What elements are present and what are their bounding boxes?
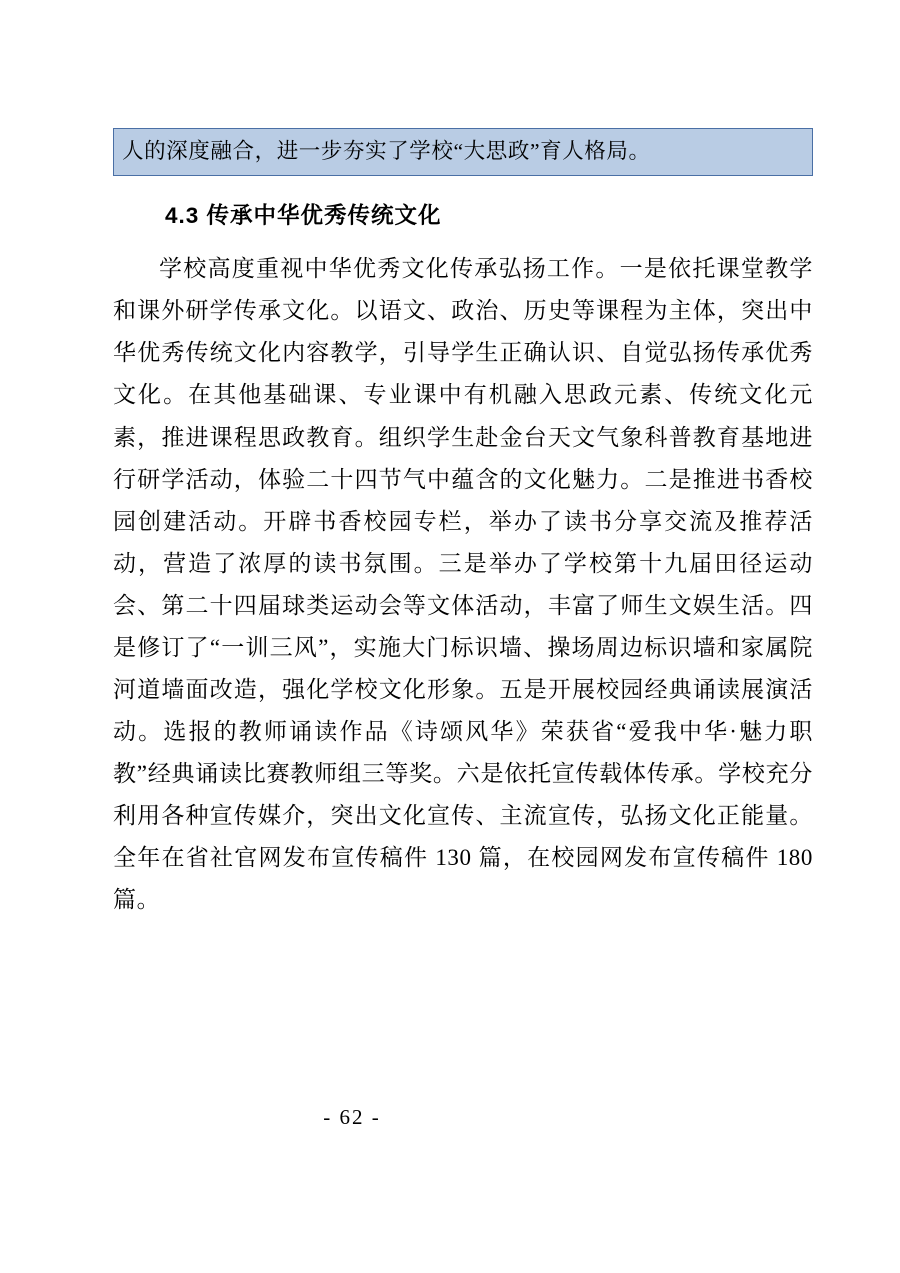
body-paragraph: 学校高度重视中华优秀文化传承弘扬工作。一是依托课堂教学和课外研学传承文化。以语文、政治、历史等课程为主体，突出中华优秀传统文化内容教学，引导学生正确认识、自觉弘扬传承优秀文化。在其他基础课、专业课中有机融入思政元素、传统文化元素，推进课程思政教育。组织学生赴金台天文气象科普教育基地进行研学活动，体验二十四节气中蕴含的文化魅力。二是推进书香校园创建活动。开辟书香校园专栏，举办了读书分享交流及推荐活动，营造了浓厚的读书氛围。三是举办了学校第十九届田径运动会、第二十四届球类运动会等文体活动，丰富了师生文娱生活。四是修订了“一训三风”，实施大门标识墙、操场周边标识墙和家属院河道墙面改造，强化学校文化形象。五是开展校园经典诵读展演活动。选报的教师诵读作品《诗颂风华》荣获省“爱我中华·魅力职教”经典诵读比赛教师组三等奖。六是依托宣传载体传承。学校充分利用各种宣传媒介，突出文化宣传、主流宣传，弘扬文化正能量。全年在省社官网发布宣传稿件 130 篇，在校园网发布宣传稿件 180 篇。: [113, 256, 813, 913]
page-number: - 62 -: [323, 1105, 381, 1129]
page-content: [113, 128, 813, 922]
section-heading: 4.3 传承中华优秀传统文化: [165, 203, 442, 229]
highlighted-text-line: 人的深度融合，进一步夯实了学校“大思政”育人格局。: [113, 128, 813, 176]
